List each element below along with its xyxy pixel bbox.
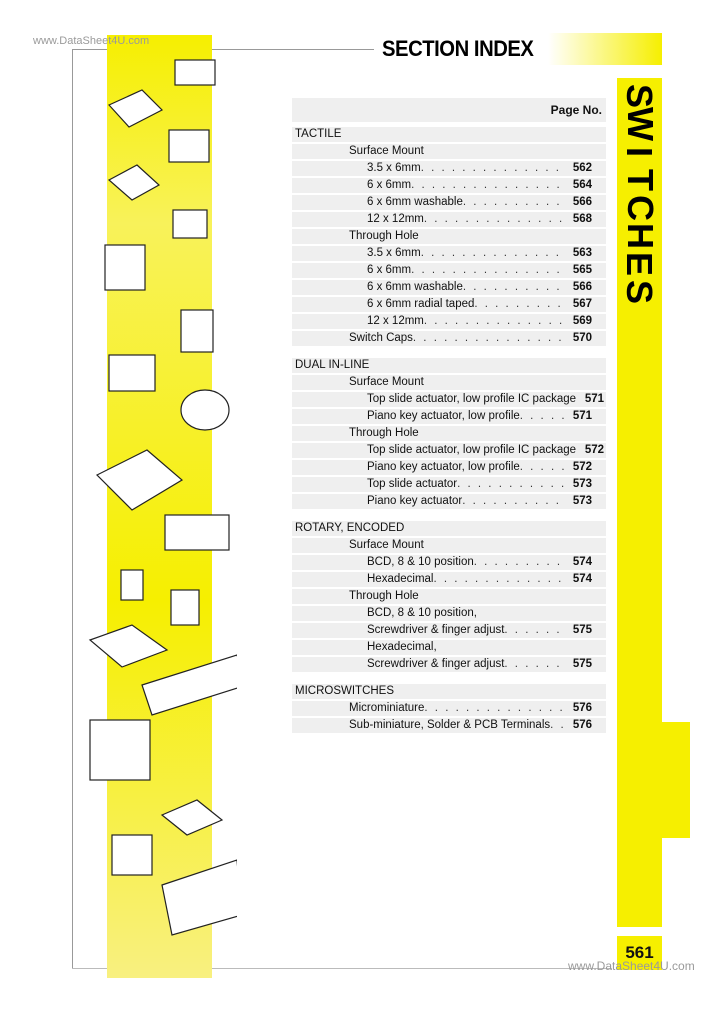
switch-image — [181, 390, 229, 430]
dot-leader — [520, 409, 564, 424]
dot-leader — [421, 246, 564, 261]
entry-page-number: 566 — [572, 281, 592, 293]
entry-page-number: 571 — [572, 410, 592, 422]
section-label-letter: S — [619, 83, 661, 109]
dot-leader — [474, 555, 564, 570]
section-label-letter: I — [619, 146, 661, 158]
product-photo-strip — [107, 35, 212, 978]
entry-page-number: 565 — [572, 264, 592, 276]
entry-label: Through Hole — [349, 427, 419, 439]
toc-entry[interactable] — [292, 331, 606, 346]
toc-subheading — [292, 640, 606, 655]
toc-entry[interactable] — [292, 718, 606, 733]
dot-leader — [463, 195, 564, 210]
section-heading — [292, 521, 606, 536]
entry-label: Switch Caps — [349, 332, 413, 344]
toc-entry[interactable] — [292, 297, 606, 312]
section-index-table — [292, 98, 606, 735]
toc-entry[interactable] — [292, 555, 606, 570]
toc-subheading — [292, 538, 606, 553]
switch-image — [90, 720, 150, 780]
entry-label: 12 x 12mm — [367, 213, 424, 225]
switch-image — [121, 570, 143, 600]
switch-image — [173, 210, 207, 238]
entry-label: 6 x 6mm — [367, 264, 412, 276]
entry-page-number: 568 — [572, 213, 592, 225]
entry-label: Surface Mount — [349, 145, 424, 157]
entry-page-number: 564 — [572, 179, 592, 191]
entry-label: Screwdriver & finger adjust — [367, 658, 505, 670]
dot-leader — [411, 263, 564, 278]
entry-label: 3.5 x 6mm — [367, 247, 421, 259]
switch-image — [90, 625, 167, 667]
section-heading — [292, 358, 606, 373]
watermark-bottom[interactable]: www.DataSheet4U.com — [568, 959, 695, 973]
frame-line-left — [72, 49, 73, 969]
entry-page-number: 574 — [572, 573, 592, 585]
title-highlight — [548, 33, 662, 65]
toc-entry[interactable] — [292, 314, 606, 329]
entry-label: 6 x 6mm — [367, 179, 412, 191]
entry-label: Hexadecimal — [367, 573, 434, 585]
page-title: SECTION INDEX — [382, 36, 534, 61]
dot-leader — [424, 314, 564, 329]
toc-subheading — [292, 144, 606, 159]
toc-entry[interactable] — [292, 572, 606, 587]
page-number: 561 — [617, 936, 662, 970]
dot-leader — [457, 477, 564, 492]
entry-label: 6 x 6mm washable — [367, 281, 463, 293]
dot-leader — [421, 161, 564, 176]
toc-entry[interactable] — [292, 623, 606, 638]
page-no-header: Page No. — [292, 98, 606, 122]
switch-image — [109, 165, 159, 200]
entry-page-number: 566 — [572, 196, 592, 208]
entry-page-number: 572 — [584, 444, 605, 456]
entry-label: 3.5 x 6mm — [367, 162, 421, 174]
entry-label: Hexadecimal, — [367, 641, 437, 653]
entry-label: Surface Mount — [349, 539, 424, 551]
section-heading-text: DUAL IN-LINE — [295, 359, 370, 371]
section-tab[interactable] — [662, 722, 690, 838]
dot-leader — [463, 280, 564, 295]
section-heading-text: ROTARY, ENCODED — [295, 522, 405, 534]
section-label-letter: H — [619, 223, 661, 249]
dot-leader — [462, 494, 564, 509]
dot-leader — [504, 657, 564, 672]
toc-entry[interactable] — [292, 657, 606, 672]
section-label-letter: W — [619, 107, 661, 141]
entry-page-number: 570 — [572, 332, 592, 344]
toc-entry[interactable] — [292, 460, 606, 475]
entry-page-number: 562 — [572, 162, 592, 174]
entry-label: Surface Mount — [349, 376, 424, 388]
toc-entry[interactable] — [292, 212, 606, 227]
entry-label: Piano key actuator, low profile — [367, 461, 520, 473]
dot-leader — [550, 718, 564, 733]
entry-label: Top slide actuator, low profile IC package — [367, 393, 577, 405]
toc-entry[interactable] — [292, 263, 606, 278]
entry-page-number: 573 — [572, 478, 592, 490]
entry-page-number: 576 — [572, 702, 592, 714]
entry-label: Top slide actuator — [367, 478, 458, 490]
entry-label: Piano key actuator, low profile — [367, 410, 520, 422]
entry-page-number: 571 — [584, 393, 605, 405]
entry-label: BCD, 8 & 10 position — [367, 556, 474, 568]
toc-entry[interactable] — [292, 246, 606, 261]
toc-entry[interactable] — [292, 443, 606, 458]
section-gap — [292, 674, 606, 684]
switch-illustrations — [87, 35, 237, 978]
switch-image — [112, 835, 152, 875]
switch-image — [165, 515, 229, 550]
toc-subheading — [292, 229, 606, 244]
dot-leader — [411, 178, 564, 193]
switch-image — [105, 245, 145, 290]
entry-page-number: 576 — [572, 719, 592, 731]
entry-label: BCD, 8 & 10 position, — [367, 607, 477, 619]
switch-image — [171, 590, 199, 625]
entry-label: 6 x 6mm washable — [367, 196, 463, 208]
entry-label: Top slide actuator, low profile IC package — [367, 444, 577, 456]
entry-page-number: 563 — [572, 247, 592, 259]
entry-page-number: 573 — [572, 495, 592, 507]
section-heading — [292, 127, 606, 142]
section-label-letter: S — [619, 279, 661, 305]
toc-entry[interactable] — [292, 195, 606, 210]
section-heading — [292, 684, 606, 699]
toc-entry[interactable] — [292, 494, 606, 509]
dot-leader — [413, 331, 564, 346]
dot-leader — [474, 297, 564, 312]
entry-label: Through Hole — [349, 590, 419, 602]
dot-leader — [520, 460, 564, 475]
toc-entry[interactable] — [292, 409, 606, 424]
switch-image — [169, 130, 209, 162]
entry-label: Piano key actuator — [367, 495, 463, 507]
section-label — [617, 82, 662, 306]
entry-page-number: 575 — [572, 658, 592, 670]
toc-entry[interactable] — [292, 280, 606, 295]
toc-entry[interactable] — [292, 178, 606, 193]
toc-entry[interactable] — [292, 161, 606, 176]
entry-page-number: 574 — [572, 556, 592, 568]
section-label-letter: C — [619, 195, 661, 221]
dot-leader — [424, 212, 564, 227]
toc-entry[interactable] — [292, 701, 606, 716]
dot-leader — [433, 572, 564, 587]
switch-image — [109, 355, 155, 391]
section-gap — [292, 348, 606, 358]
toc-subheading — [292, 589, 606, 604]
toc-entry[interactable] — [292, 477, 606, 492]
watermark-top[interactable]: www.DataSheet4U.com — [33, 35, 150, 47]
section-label-letter: E — [619, 251, 661, 277]
entry-page-number: 575 — [572, 624, 592, 636]
entry-label: 12 x 12mm — [367, 315, 424, 327]
entry-page-number: 567 — [572, 298, 592, 310]
toc-subheading — [292, 426, 606, 441]
toc-subheading — [292, 375, 606, 390]
entry-label: Through Hole — [349, 230, 419, 242]
toc-entry[interactable] — [292, 392, 606, 407]
section-gap — [292, 511, 606, 521]
section-label-letter: T — [619, 169, 661, 191]
entry-label: Microminiature — [349, 702, 425, 714]
section-heading-text: MICROSWITCHES — [295, 685, 395, 697]
entry-page-number: 569 — [572, 315, 592, 327]
switch-image — [162, 800, 222, 835]
switch-image — [109, 90, 162, 127]
entry-page-number: 572 — [572, 461, 592, 473]
switch-image — [142, 655, 237, 715]
entry-label: 6 x 6mm radial taped — [367, 298, 475, 310]
dot-leader — [504, 623, 564, 638]
switch-image — [97, 450, 182, 510]
switch-image — [162, 860, 237, 935]
entry-label: Sub-miniature, Solder & PCB Terminals — [349, 719, 551, 731]
dot-leader — [424, 701, 564, 716]
switch-image — [175, 60, 215, 85]
section-heading-text: TACTILE — [295, 128, 342, 140]
toc-subheading — [292, 606, 606, 621]
switch-image — [181, 310, 213, 352]
entry-label: Screwdriver & finger adjust — [367, 624, 505, 636]
